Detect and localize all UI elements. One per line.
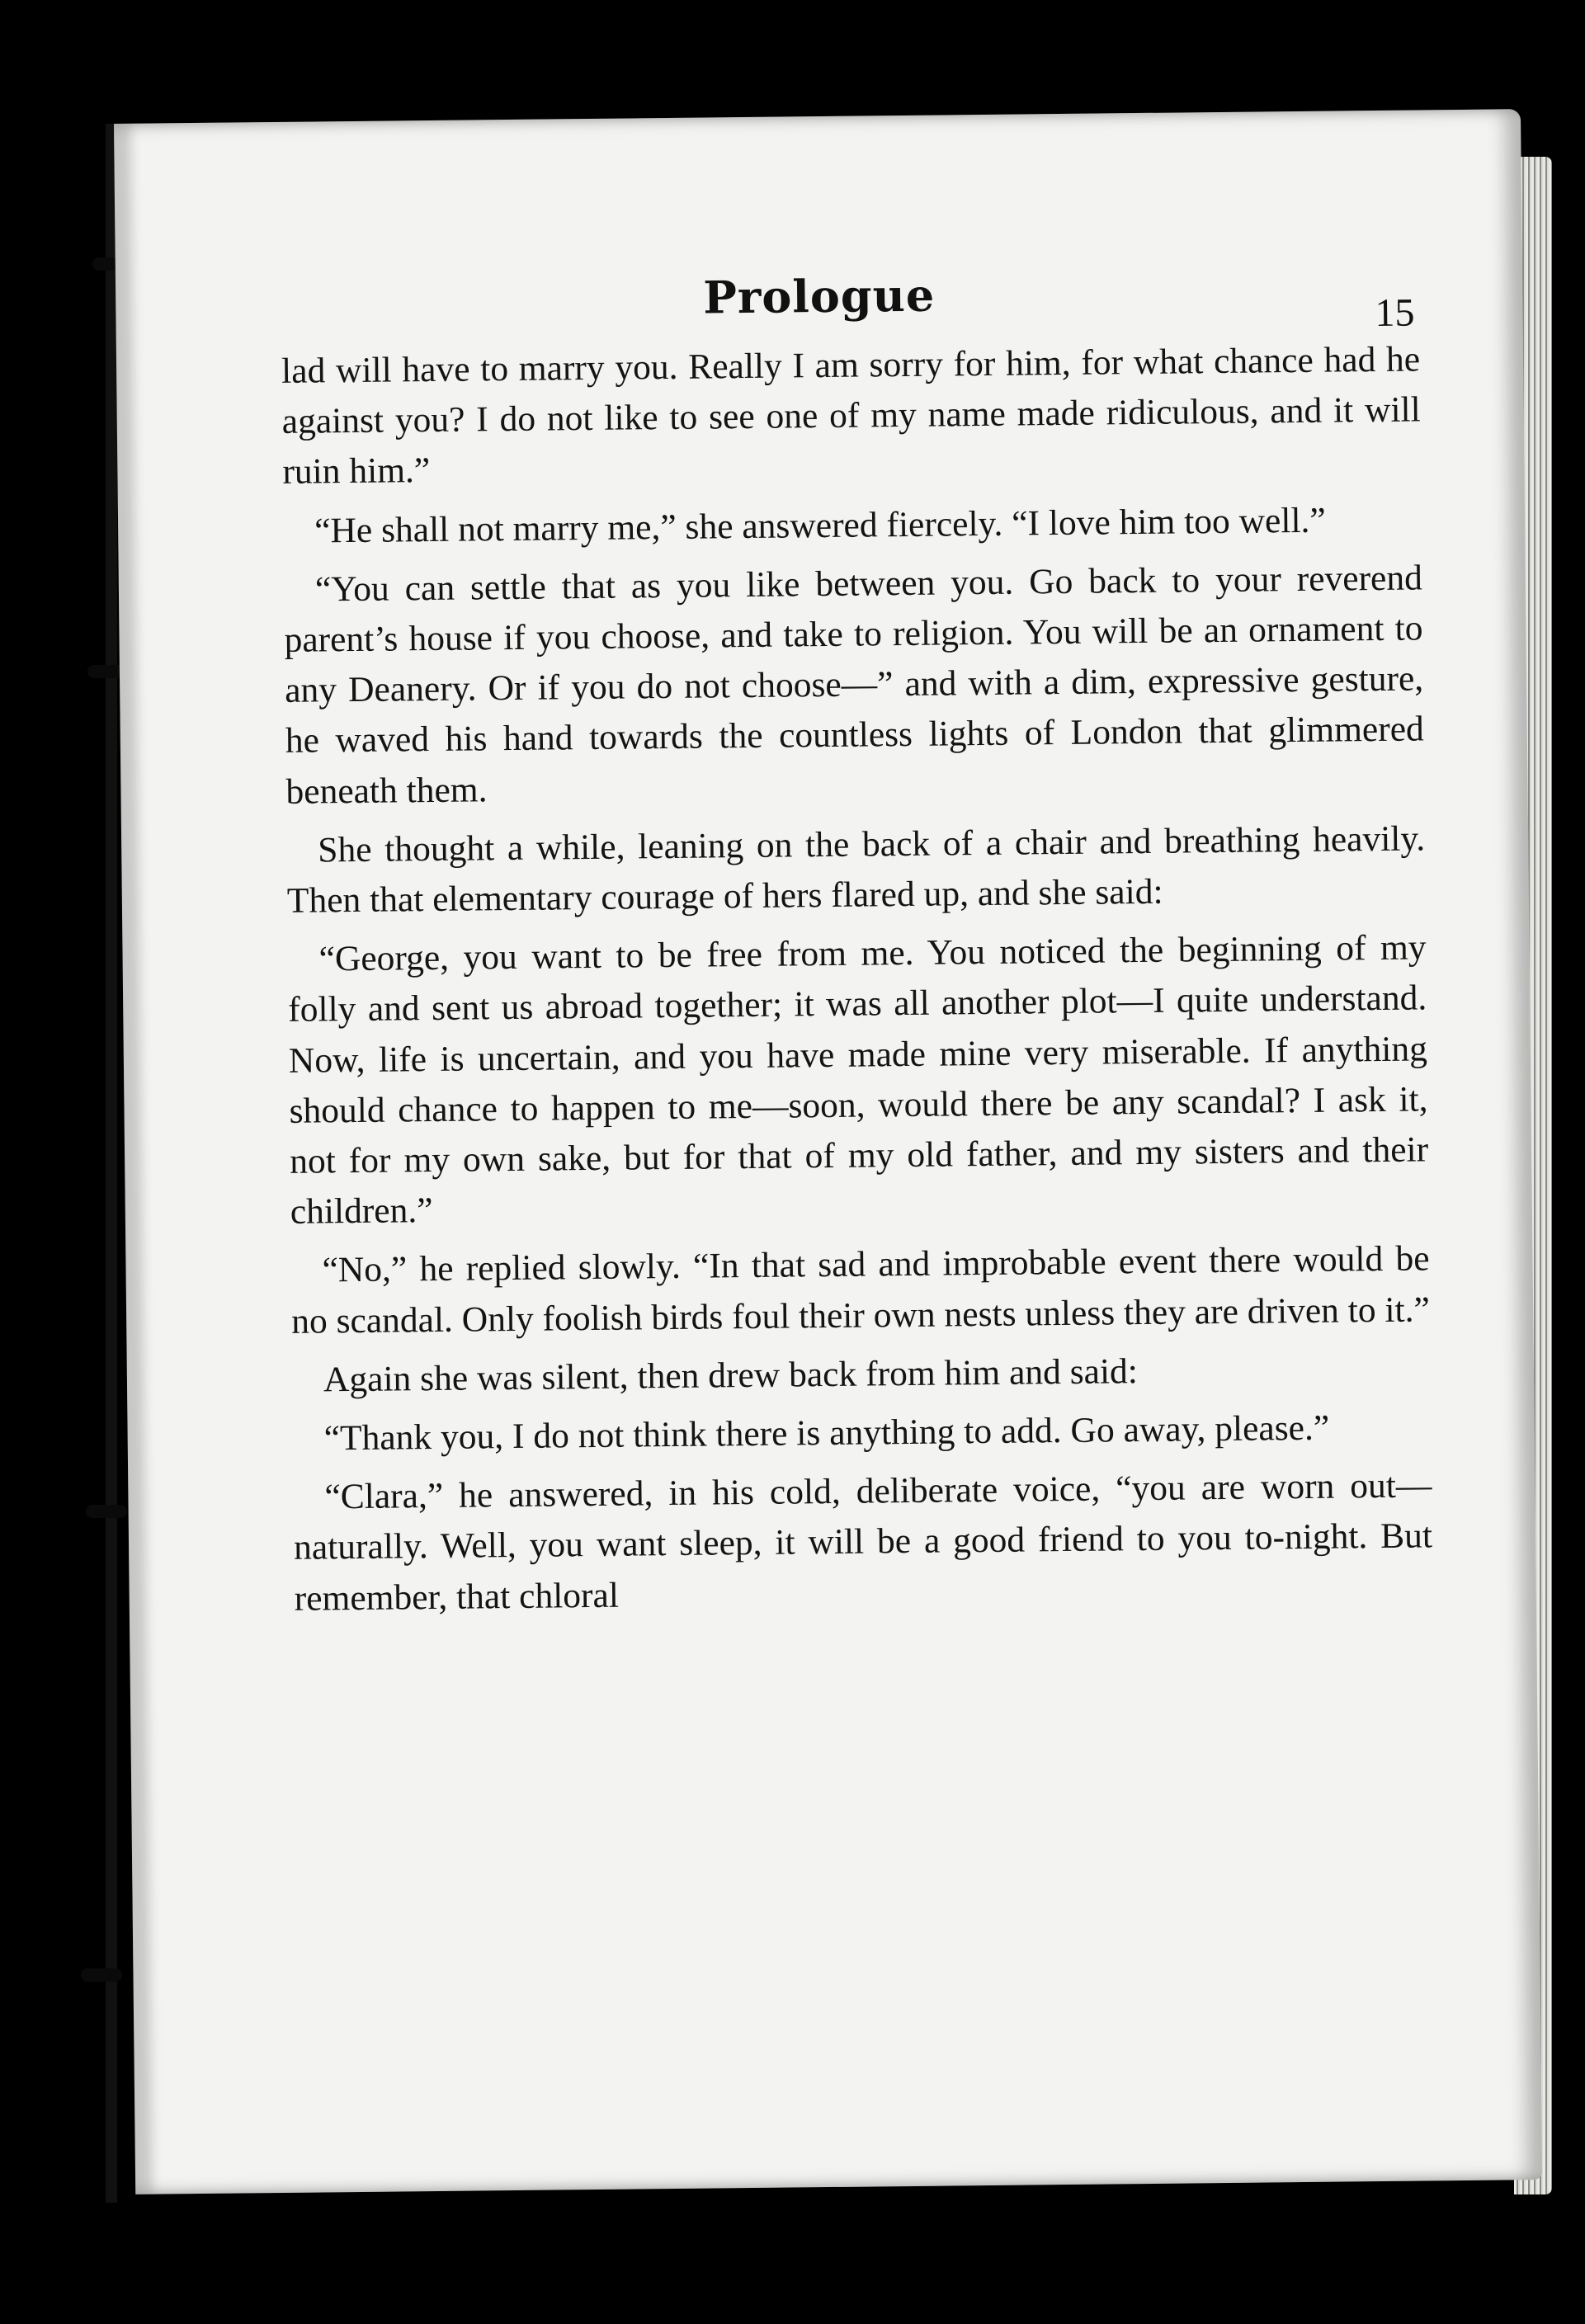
paragraph: “Clara,” he answered, in his cold, deliberate voice, “you are worn out—naturally. Well, you want sleep, it will be a good friend to you to-night. But remember, that chloral [293,1465,1433,1619]
running-head: Prologue [702,268,936,324]
paragraph: “George, you want to be free from me. You noticed the beginning of my folly and sent us abroad together; it was all another plot—I quite understand. Now, life is uncertain, and you have made mine very miserable. If anything should chance to happen to me—soon, would there be any scandal? I ask it, not for my own sake, but for that of my old father, and my sisters and their children.” [288,927,1429,1233]
paragraph: “Thank you, I do not think there is anything to add. Go away, please.” [323,1407,1330,1459]
body-text [281,334,1433,1632]
binding-stitch [81,1968,122,1982]
paragraph: “You can settle that as you like between you. Go back to your reverend parent’s house if you choose, and take to religion. You will be an ornament to any Deanery. Or if you do not choose—” and with a dim, expressive gesture, he waved his hand towards the countless lights of London that glimmered beneath them. [284,558,1425,812]
book-binding [106,124,117,2203]
paragraph: “He shall not marry me,” she answered fiercely. “I love him too well.” [314,500,1326,551]
paragraph: She thought a while, leaning on the back of a chair and breathing heavily. Then that elementary courage of hers flared up, and she said: [286,818,1426,921]
paragraph: “No,” he replied slowly. “In that sad and improbable event there would be no scandal. Only foolish birds foul their own nests unless they are driven to it.” [290,1238,1431,1341]
paragraph: Again she was silent, then drew back from him and said: [323,1351,1139,1400]
page-number: 15 [1375,290,1415,336]
paragraph: lad will have to marry you. Really I am sorry for him, for what chance had he against you? I do not like to see one of my name made ridiculous, and it will ruin him.” [281,339,1421,493]
book-page [114,109,1542,2194]
binding-stitch [86,1505,127,1518]
